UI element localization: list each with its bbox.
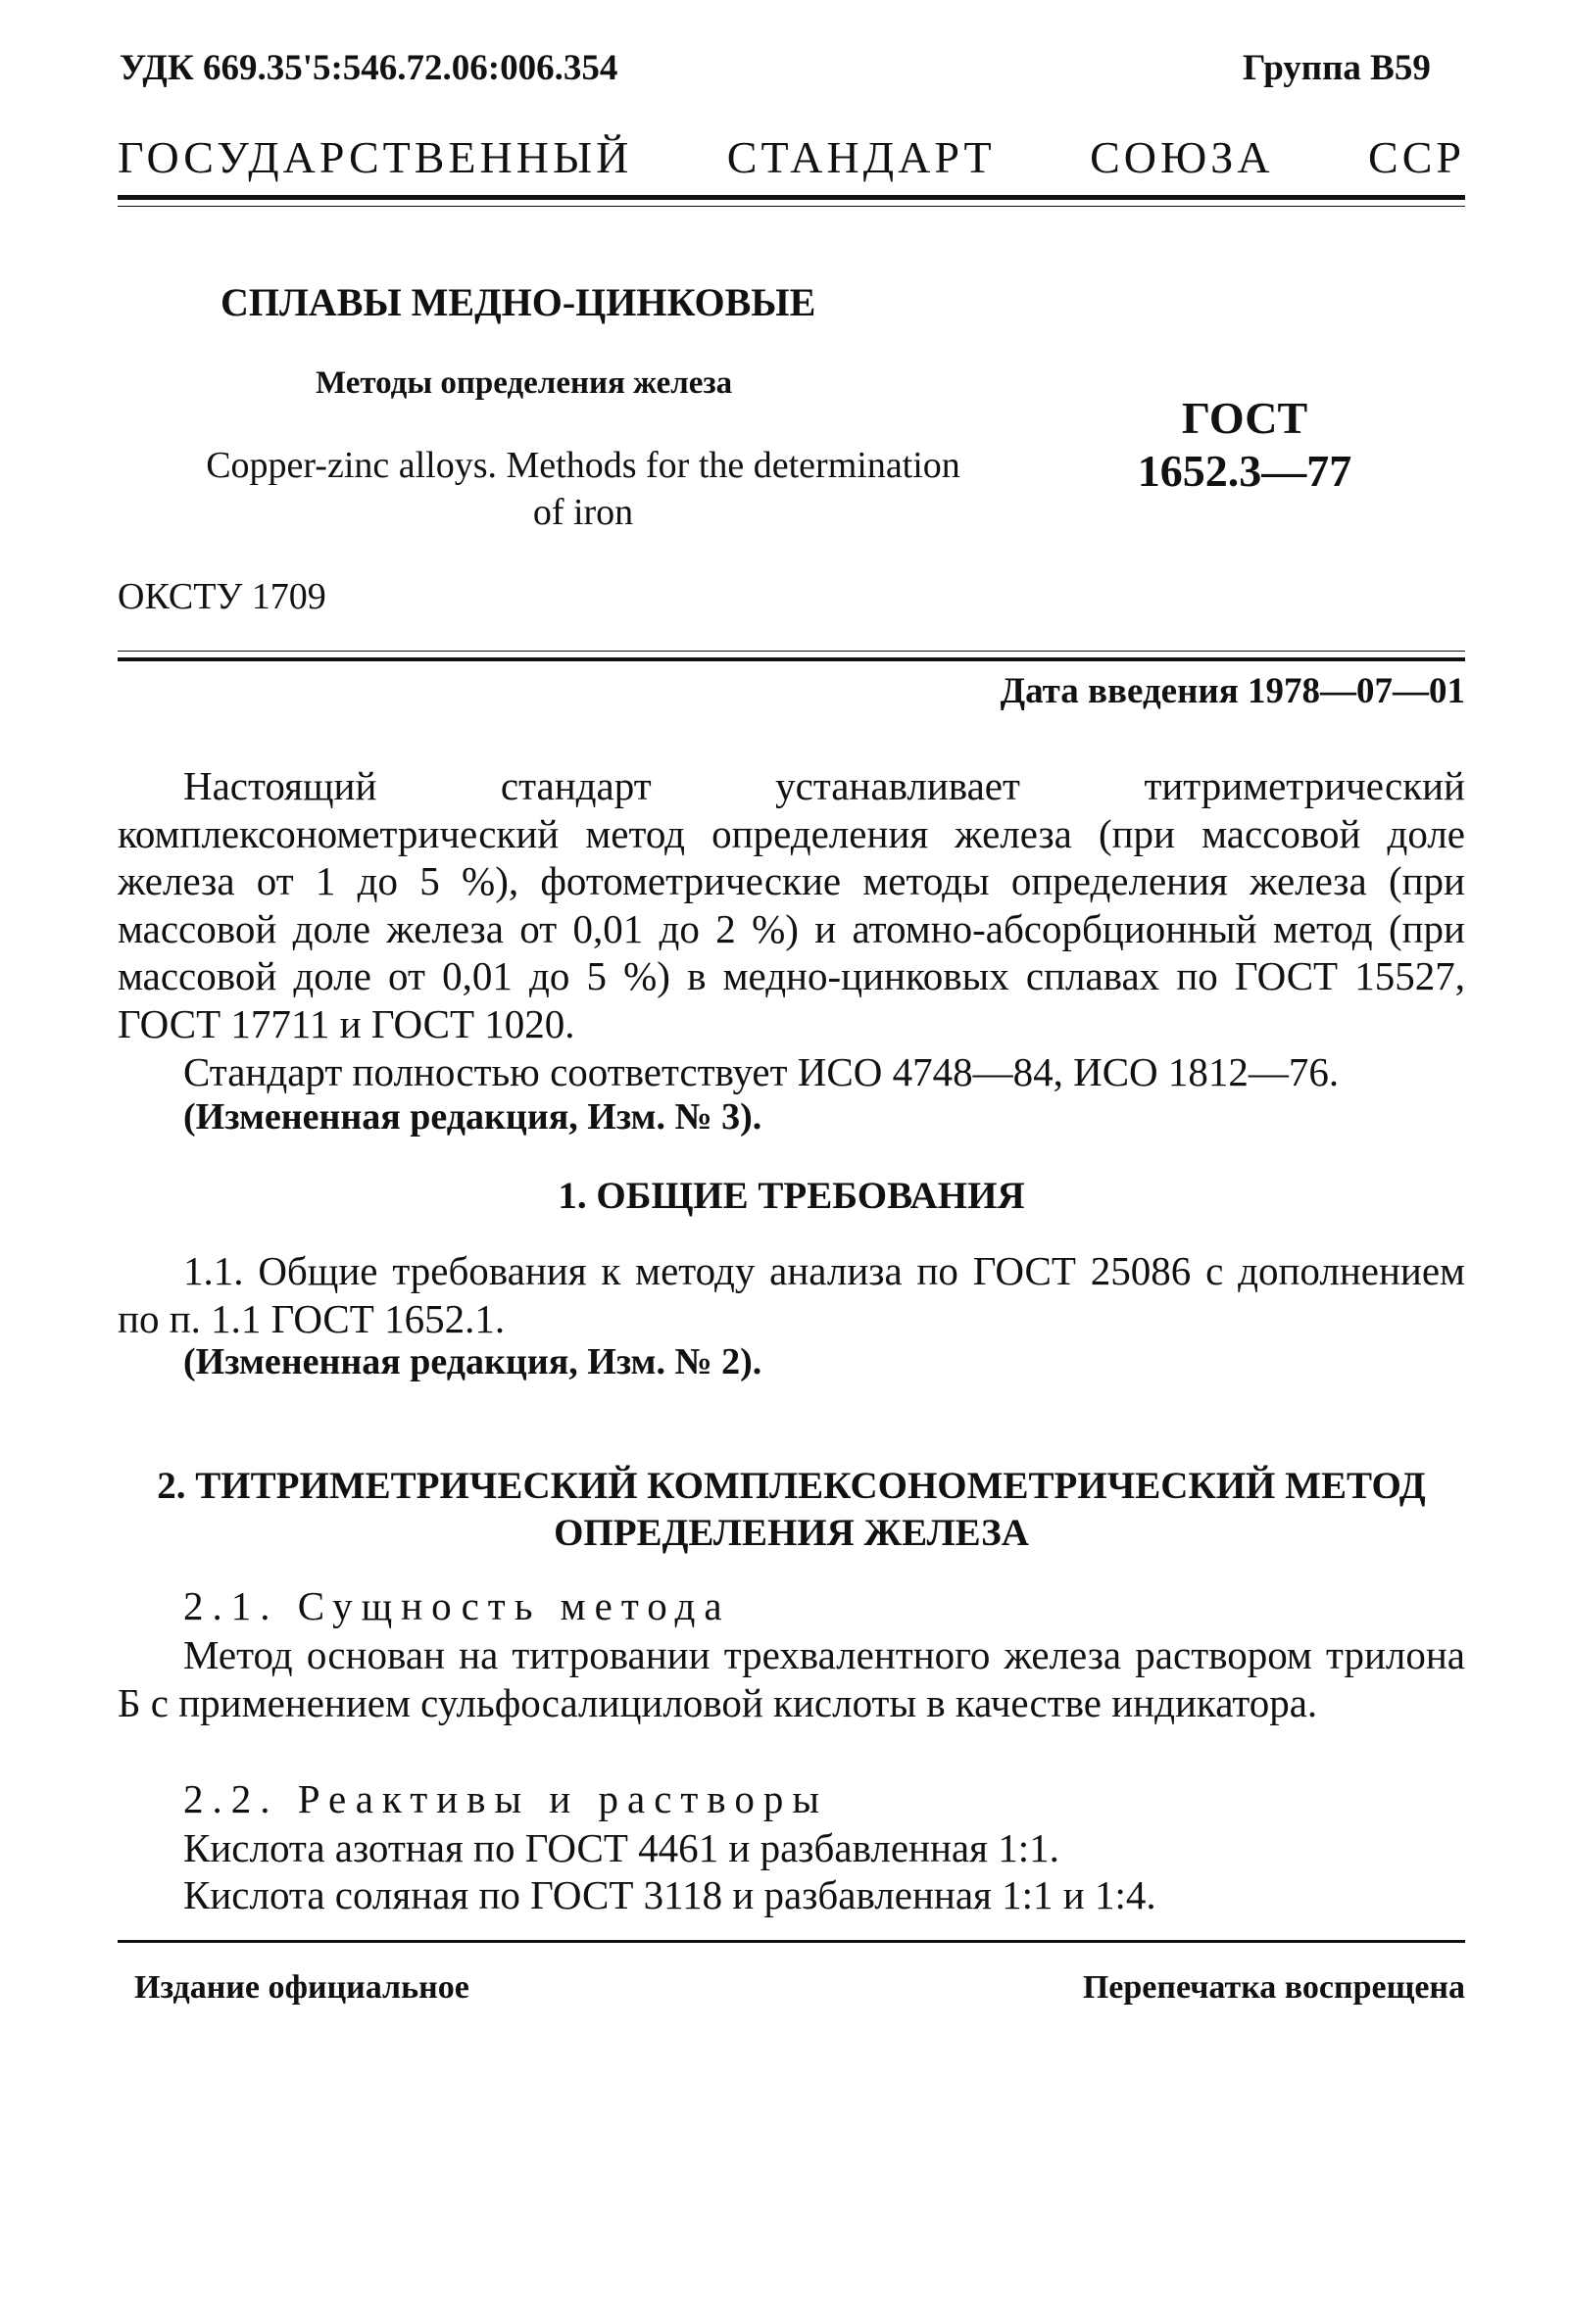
gost-designation — [1107, 392, 1382, 498]
reagent-hydrochloric-acid: Кислота соляная по ГОСТ 3118 и разбавленная 1:1 и 1:4. — [183, 1872, 1156, 1917]
paragraph-2-1-text: Метод основан на титровании трехвалентного железа раствором трилона Б с применением сульфосалициловой кислоты в качестве индикатора. — [118, 1632, 1465, 1725]
footer-official-edition: Издание официальное — [134, 1969, 469, 2006]
footer-reprint-prohibited: Перепечатка воспрещена — [1082, 1969, 1465, 2006]
state-standard-heading: ГОСУДАРСТВЕННЫЙ СТАНДАРТ СОЮЗА ССР — [118, 132, 1465, 182]
paragraph-2-1-heading: 2.1. Сущность метода — [183, 1583, 731, 1628]
section-2-heading: 2. ТИТРИМЕТРИЧЕСКИЙ КОМПЛЕКСОНОМЕТРИЧЕСКИЙ МЕТОД ОПРЕДЕЛЕНИЯ ЖЕЛЕЗА — [157, 1465, 1426, 1554]
reagent-nitric-acid: Кислота азотная по ГОСТ 4461 и разбавленная 1:1. — [183, 1825, 1059, 1870]
title-rule-thick — [118, 657, 1465, 661]
footer-rule — [118, 1940, 1465, 1943]
document-title: СПЛАВЫ МЕДНО-ЦИНКОВЫЕ — [221, 280, 816, 324]
amendment-note-3: (Измененная редакция, Изм. № 3). — [183, 1096, 762, 1138]
section-1-heading: 1. ОБЩИЕ ТРЕБОВАНИЯ — [558, 1175, 1025, 1217]
gost-number: 1652.3—77 — [1137, 446, 1352, 496]
paragraph-1-1: 1.1. Общие требования к методу анализа по ГОСТ 25086 с дополнением по п. 1.1 ГОСТ 1652.1. — [118, 1248, 1465, 1341]
header-rule-thin — [118, 206, 1465, 207]
paragraph-2-2-heading: 2.2. Реактивы и растворы — [183, 1776, 828, 1821]
udk-code: УДК 669.35'5:546.72.06:006.354 — [120, 48, 618, 88]
gost-label: ГОСТ — [1181, 393, 1308, 443]
intro-paragraph: Настоящий стандарт устанавливает титриметрический комплексонометрический метод определения железа (при массовой доле железа от 1 до 5 %), фотометрические методы определения железа (при массовой доле железа от 0,01 до 2 %) и атомно-абсорбционный метод (при массовой доле от 0,01 до 5 %) в медно-цинковых сплавах по ГОСТ 15527, ГОСТ 17711 и ГОСТ 1020. — [118, 763, 1465, 1046]
oksty-code: ОКСТУ 1709 — [118, 576, 326, 617]
amendment-note-2: (Измененная редакция, Изм. № 2). — [183, 1341, 762, 1382]
correspondence-line: Стандарт полностью соответствует ИСО 4748—84, ИСО 1812—76. — [183, 1049, 1340, 1094]
english-title: Copper-zinc alloys. Methods for the determination of iron — [206, 445, 960, 533]
group-code: Группа В59 — [1243, 48, 1431, 88]
document-subtitle: Методы определения железа — [316, 365, 733, 401]
header-rule-thick — [118, 195, 1465, 200]
introduction-date: Дата введения 1978—07—01 — [1000, 671, 1465, 711]
title-rule-thin — [118, 651, 1465, 652]
